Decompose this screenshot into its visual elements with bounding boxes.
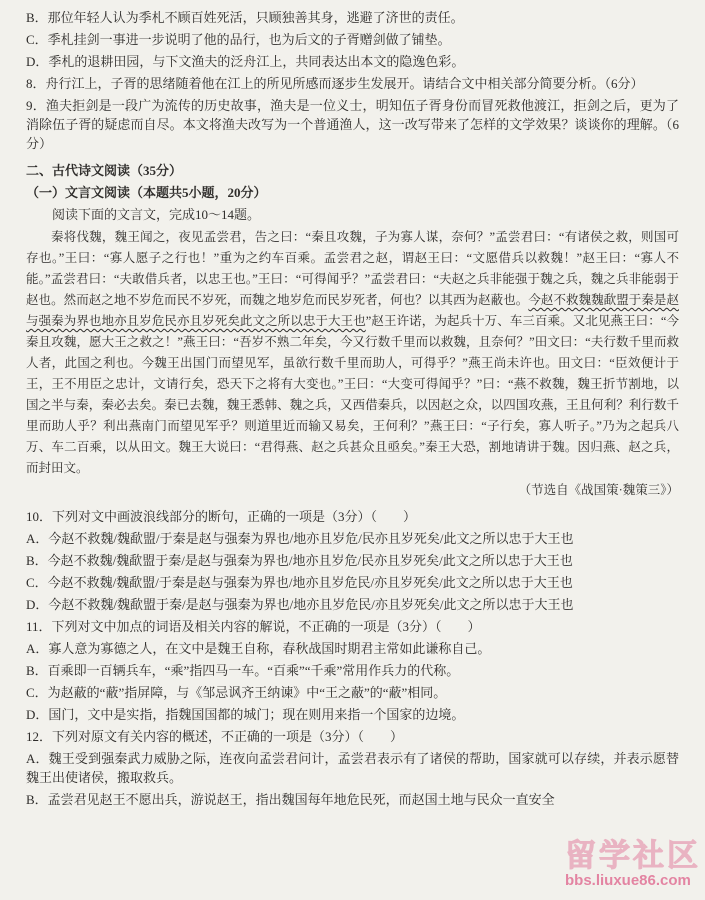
prev-question-option-d: D．季札的退耕田园，与下文渔夫的泛舟江上，共同表达出本文的隐逸色彩。 <box>26 54 465 69</box>
question-8: 8．舟行江上，子胥的思绪随着他在江上的所见所感而逐步生发展开。请结合文中相关部分简要分析。（6分） <box>26 76 644 91</box>
watermark-site-name: 留学社区 <box>565 838 701 873</box>
question-10-option-b: B．今赵不救魏/魏歃盟于秦/是赵与强秦为界也/地亦且岁危/民亦且岁死矣/此文之所以忠于大王也 <box>26 553 573 568</box>
question-12-stem: 12．下列对原文有关内容的概述，不正确的一项是（3分）（ ） <box>26 729 404 744</box>
classical-passage <box>26 227 679 479</box>
section-subtitle: （一）文言文阅读（本题共5小题，20分） <box>26 185 267 200</box>
passage-source-attribution: （节选自《战国策·魏策三》） <box>518 483 679 497</box>
passage-post-wavy: ”赵王许诺，为起兵十万、车三百乘。又北见燕王曰：“今秦且攻魏，愿大王之救之！”燕王曰：“吾岁不熟二年矣，今又行数千里而以救魏，且奈何？”田文曰：“夫行数千里而救人者，此国之利也。今魏王出国门而望见军，虽欲行数千里而助人，可得乎？”燕王尚未许也。田文曰：“臣效便计于王，王不用臣之忠计，文请行矣，恐天下之将有大变也。”王曰：“大变可得闻乎？”曰：“燕不救魏，魏王折节割地，以国之半与秦，秦必去矣。秦已去魏，魏王悉韩、魏之兵，又西借秦兵，以因赵之众，以四国攻燕，王且何利？利行数千里而助人乎？利出燕南门而望见军乎？则道里近而输又易矣，王何利？”燕王曰：“子行矣，寡人听子。”乃为之起兵八万、车二百乘，以从田文。魏王大说曰：“君得燕、赵之兵甚众且亟矣。”秦王大恐，割地请讲于魏。因归燕、赵之兵，而封田文。 <box>26 314 679 475</box>
passage-pre-wavy: 秦将伐魏，魏王闻之，夜见孟尝君，告之曰：“秦且攻魏，子为寡人谋，奈何？”孟尝君曰：“有诸侯之救，则国可存也。”王曰：“寡人愿子之行也！”重为之约车百乘。孟尝君之赵，谓赵王曰：“文愿借兵以救魏！”赵王曰：“寡人不能。”孟尝君曰：“夫敢借兵者，以忠王也。”王曰：“可得闻乎？”孟尝君曰：“夫赵之兵非能强于魏之兵，魏之兵非能弱于赵也。然而赵之地不岁危而民不岁死，而魏之地岁危而民岁死者，何也？以其西为赵蔽也。 <box>26 230 679 307</box>
question-11-option-b: B．百乘即一百辆兵车，“乘”指四马一车。“百乘”“千乘”常用作兵力的代称。 <box>26 663 460 678</box>
question-10-option-c: C．今赵不救魏/魏歃盟/于秦是赵与强秦为界也/地亦且岁危民/亦且岁死矣/此文之所以忠于大王也 <box>26 575 573 590</box>
question-10-stem: 10．下列对文中画波浪线部分的断句，正确的一项是（3分）（ ） <box>26 509 417 524</box>
question-11-option-c: C．为赵蔽的“蔽”指屏障，与《邹忌讽齐王纳谏》中“王之蔽”的“蔽”相同。 <box>26 685 447 700</box>
reading-instruction: 阅读下面的文言文，完成10～14题。 <box>52 207 261 222</box>
watermark-site-url: bbs.liuxue86.com <box>565 872 691 889</box>
question-11-stem: 11．下列对文中加点的词语及相关内容的解说，不正确的一项是（3分）（ ） <box>26 619 481 634</box>
prev-question-option-b: B．那位年轻人认为季札不顾百姓死活，只顾独善其身，逃避了济世的责任。 <box>26 10 464 25</box>
question-11-option-a: A．寡人意为寡德之人，在文中是魏王自称，春秋战国时期君主常如此谦称自己。 <box>26 641 491 656</box>
passage-wavy-underlined-part: 今赵不救魏魏歃盟于秦是赵与强秦为界也地亦且岁危民亦且岁死矣此文之所以忠于大王也 <box>26 293 679 328</box>
question-10-option-d: D．今赵不救魏/魏歃盟于秦/是赵与强秦为界也/地亦且岁危民/亦且岁死矣/此文之所以忠于大王也 <box>26 597 574 612</box>
section-title: 二、古代诗文阅读（35分） <box>26 163 183 178</box>
question-9: 9．渔夫拒剑是一段广为流传的历史故事，渔夫是一位义士，明知伍子胥身份而冒死救他渡江，拒剑之后，更为了消除伍子胥的疑虑而自尽。本文将渔夫改写为一个普通渔人，这一改写带来了怎样的文学效果？谈谈你的理解。（6分） <box>26 98 679 151</box>
question-12-option-a: A．魏王受到强秦武力威胁之际，连夜向孟尝君问计，孟尝君表示有了诸侯的帮助，国家就可以存续，并表示愿替魏王出使诸侯，搬取救兵。 <box>26 751 679 785</box>
question-12-option-b-partial: B．孟尝君见赵王不愿出兵，游说赵王，指出魏国每年地危民死，而赵国土地与民众一直安全 <box>26 792 555 807</box>
question-11-option-d: D．国门，文中是实指，指魏国国都的城门；现在则用来指一个国家的边境。 <box>26 707 465 722</box>
question-10-option-a: A．今赵不救魏/魏歃盟/于秦是赵与强秦为界也/地亦且岁危/民亦且岁死矣/此文之所以忠于大王也 <box>26 531 574 546</box>
prev-question-option-c: C．季札挂剑一事进一步说明了他的品行，也为后文的子胥赠剑做了铺垫。 <box>26 32 451 47</box>
watermark <box>565 840 701 888</box>
